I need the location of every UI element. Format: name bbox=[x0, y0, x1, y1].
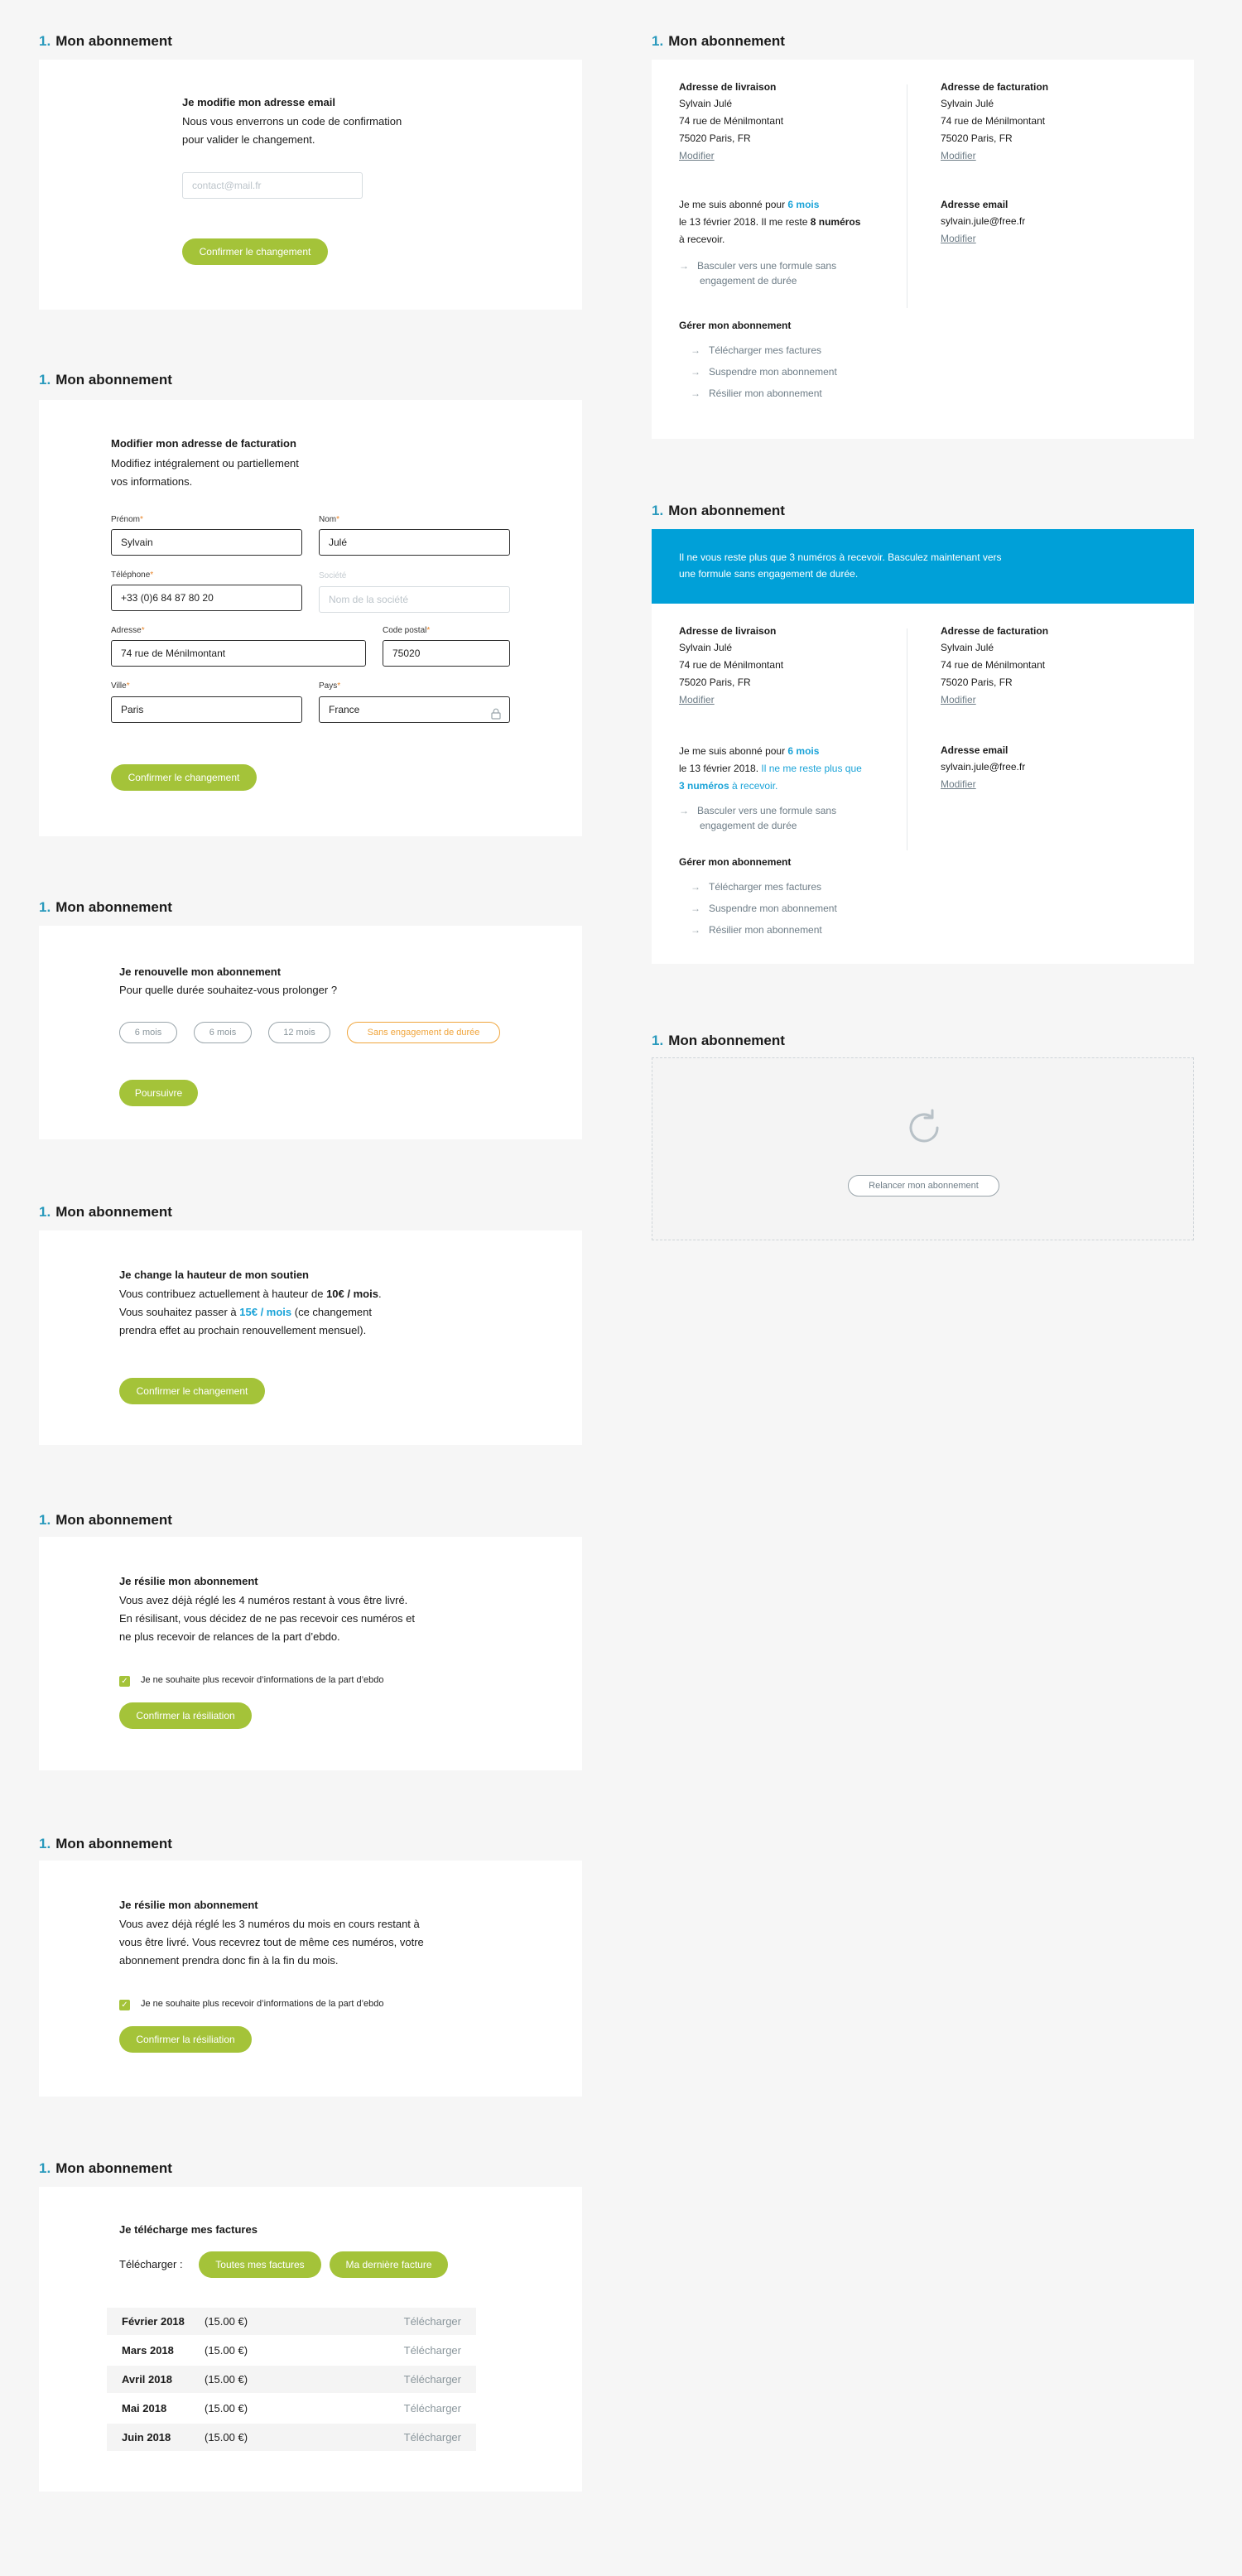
download-all-button[interactable]: Toutes mes factures bbox=[199, 2251, 321, 2278]
delivery-address: Adresse de livraison Sylvain Julé 74 rue de Ménilmontant 75020 Paris, FR Modifier bbox=[679, 625, 783, 709]
download-link[interactable]: Télécharger bbox=[403, 2373, 461, 2386]
download-link[interactable]: Télécharger bbox=[403, 2402, 461, 2415]
arrow-right-icon: → bbox=[691, 344, 700, 356]
overview-card bbox=[652, 60, 1194, 439]
email-info: Adresse email sylvain.jule@free.fr Modifier bbox=[941, 199, 1025, 248]
section-title: 1. Mon abonnement bbox=[652, 1033, 785, 1048]
email-heading: Je modifie mon adresse email bbox=[182, 96, 335, 108]
confirm-cancel-button[interactable]: Confirmer la résiliation bbox=[119, 1702, 252, 1729]
newsletter-checkbox-label: Je ne souhaite plus recevoir d’informations de la part d’ebdo bbox=[141, 1675, 384, 1685]
city-input[interactable]: Paris bbox=[111, 696, 302, 723]
company-label: Société bbox=[319, 571, 347, 580]
billing-form-card bbox=[39, 400, 582, 836]
table-row: Juin 2018 (15.00 €) Télécharger bbox=[107, 2424, 476, 2451]
address-label: Adresse* bbox=[111, 626, 145, 635]
billing-form-heading: Modifier mon adresse de facturation bbox=[111, 437, 296, 450]
section-title: 1. Mon abonnement bbox=[39, 33, 172, 49]
table-row: Février 2018 (15.00 €) Télécharger bbox=[107, 2308, 476, 2335]
section-title: 1. Mon abonnement bbox=[39, 1512, 172, 1528]
section-title: 1. Mon abonnement bbox=[39, 899, 172, 915]
cancel-heading: Je résilie mon abonnement bbox=[119, 1575, 258, 1587]
cancel-text: Vous avez déjà réglé les 4 numéros restant à vous être livré. En résilisant, vous décidez de ne pas recevoir ces numéros et ne plus recevoir de relances de la part d’ebdo. bbox=[119, 1594, 415, 1643]
switch-plan-link[interactable]: → Basculer vers une formule sans engagement de durée bbox=[679, 805, 837, 831]
table-row: Mars 2018 (15.00 €) Télécharger bbox=[107, 2337, 476, 2364]
renew-question: Pour quelle durée souhaitez-vous prolonger ? bbox=[119, 984, 338, 996]
lastname-label: Nom* bbox=[319, 515, 340, 524]
arrow-right-icon: → bbox=[679, 260, 689, 272]
support-heading: Je change la hauteur de mon soutien bbox=[119, 1269, 309, 1281]
alert-banner: Il ne vous reste plus que 3 numéros à recevoir. Basculez maintenant vers une formule sans engagement de durée. bbox=[652, 529, 1194, 604]
download-link[interactable]: Télécharger bbox=[403, 2315, 461, 2328]
download-last-button[interactable]: Ma dernière facture bbox=[330, 2251, 448, 2278]
overview-alert-card bbox=[652, 529, 1194, 964]
table-row: Avril 2018 (15.00 €) Télécharger bbox=[107, 2366, 476, 2393]
phone-label: Téléphone* bbox=[111, 571, 154, 580]
manage-heading: Gérer mon abonnement bbox=[679, 320, 792, 331]
download-label: Télécharger : bbox=[119, 2258, 183, 2270]
modify-email-link[interactable]: Modifier bbox=[941, 233, 976, 244]
relaunch-card bbox=[652, 1057, 1194, 1240]
renew-card bbox=[39, 926, 582, 1139]
section-title: 1. Mon abonnement bbox=[39, 2160, 172, 2176]
arrow-right-icon: → bbox=[691, 881, 700, 893]
newsletter-checkbox[interactable]: ✓ bbox=[119, 1676, 130, 1687]
email-info: Adresse email sylvain.jule@free.fr Modifier bbox=[941, 744, 1025, 793]
email-input[interactable]: contact@mail.fr bbox=[182, 172, 363, 199]
renew-heading: Je renouvelle mon abonnement bbox=[119, 965, 282, 978]
relaunch-button[interactable]: Relancer mon abonnement bbox=[848, 1175, 999, 1197]
confirm-support-button[interactable]: Confirmer le changement bbox=[119, 1378, 265, 1404]
manage-cancel-link[interactable]: → Résilier mon abonnement bbox=[691, 388, 822, 399]
country-value: France bbox=[329, 704, 360, 715]
section-title: 1. Mon abonnement bbox=[39, 1204, 172, 1220]
invoices-card bbox=[39, 2187, 582, 2492]
download-link[interactable]: Télécharger bbox=[403, 2344, 461, 2357]
firstname-label: Prénom* bbox=[111, 515, 143, 524]
country-select[interactable] bbox=[319, 696, 510, 723]
arrow-right-icon: → bbox=[691, 924, 700, 936]
manage-suspend-link[interactable]: → Suspendre mon abonnement bbox=[691, 366, 837, 378]
section-title: 1. Mon abonnement bbox=[652, 33, 785, 49]
arrow-right-icon: → bbox=[691, 388, 700, 399]
section-title: 1. Mon abonnement bbox=[39, 372, 172, 388]
billing-form-text: Modifiez intégralement ou partiellement vos informations. bbox=[111, 457, 299, 488]
newsletter-checkbox-label: Je ne souhaite plus recevoir d’informations de la part d’ebdo bbox=[141, 1999, 384, 2009]
company-input[interactable]: Nom de la société bbox=[319, 586, 510, 613]
subscription-info: Je me suis abonné pour 6 mois le 13 février 2018. Il ne me reste plus que 3 numéros à recevoir. bbox=[679, 745, 862, 792]
manage-cancel-link[interactable]: → Résilier mon abonnement bbox=[691, 924, 822, 936]
refresh-icon bbox=[903, 1106, 946, 1149]
zip-label: Code postal* bbox=[383, 626, 431, 635]
manage-heading: Gérer mon abonnement bbox=[679, 856, 792, 868]
option-sans-engagement[interactable]: Sans engagement de durée bbox=[347, 1022, 500, 1043]
section-title: 1. Mon abonnement bbox=[39, 1836, 172, 1851]
modify-delivery-link[interactable]: Modifier bbox=[679, 694, 715, 705]
firstname-input[interactable]: Sylvain bbox=[111, 529, 302, 556]
confirm-email-button[interactable]: Confirmer le changement bbox=[182, 238, 328, 265]
continue-button[interactable]: Poursuivre bbox=[119, 1080, 198, 1106]
delivery-address: Adresse de livraison Sylvain Julé 74 rue de Ménilmontant 75020 Paris, FR Modifier bbox=[679, 81, 783, 165]
cancel-card-1 bbox=[39, 1537, 582, 1770]
arrow-right-icon: → bbox=[691, 366, 700, 378]
manage-invoices-link[interactable]: → Télécharger mes factures bbox=[691, 344, 822, 356]
support-card bbox=[39, 1230, 582, 1445]
billing-address: Adresse de facturation Sylvain Julé 74 rue de Ménilmontant 75020 Paris, FR Modifier bbox=[941, 81, 1048, 165]
table-row: Mai 2018 (15.00 €) Télécharger bbox=[107, 2395, 476, 2422]
lastname-input[interactable]: Julé bbox=[319, 529, 510, 556]
option-12-mois[interactable]: 12 mois bbox=[268, 1022, 330, 1043]
cancel-text: Vous avez déjà réglé les 3 numéros du mois en cours restant à vous être livré. Vous recevrez tout de même ces numéros, votre abonnement prendra donc fin à la fin du mois. bbox=[119, 1918, 424, 1967]
confirm-cancel-button[interactable]: Confirmer la résiliation bbox=[119, 2026, 252, 2053]
section-title: 1. Mon abonnement bbox=[652, 503, 785, 518]
email-card bbox=[39, 60, 582, 310]
subscription-info: Je me suis abonné pour 6 mois le 13 février 2018. Il me reste 8 numéros à recevoir. bbox=[679, 199, 861, 245]
lock-icon bbox=[491, 704, 501, 715]
zip-input[interactable]: 75020 bbox=[383, 640, 510, 667]
arrow-right-icon: → bbox=[691, 903, 700, 914]
country-label: Pays* bbox=[319, 681, 341, 691]
cancel-card-2 bbox=[39, 1861, 582, 2097]
phone-input[interactable]: +33 (0)6 84 87 80 20 bbox=[111, 585, 302, 611]
invoices-heading: Je télécharge mes factures bbox=[119, 2223, 258, 2236]
modify-email-link[interactable]: Modifier bbox=[941, 778, 976, 790]
option-6-mois-b[interactable]: 6 mois bbox=[194, 1022, 252, 1043]
address-input[interactable]: 74 rue de Ménilmontant bbox=[111, 640, 366, 667]
billing-address: Adresse de facturation Sylvain Julé 74 rue de Ménilmontant 75020 Paris, FR Modifier bbox=[941, 625, 1048, 709]
download-link[interactable]: Télécharger bbox=[403, 2431, 461, 2444]
switch-plan-link[interactable]: → Basculer vers une formule sans engagement de durée bbox=[679, 260, 837, 286]
modify-billing-link[interactable]: Modifier bbox=[941, 694, 976, 705]
manage-suspend-link[interactable]: → Suspendre mon abonnement bbox=[691, 903, 837, 914]
support-text: Vous contribuez actuellement à hauteur de 10€ / mois. Vous souhaitez passer à 15€ / mois (ce changement prendra effet au prochain renouvellement mensuel). bbox=[119, 1288, 382, 1336]
confirm-billing-button[interactable]: Confirmer le changement bbox=[111, 764, 257, 791]
email-text: Nous vous enverrons un code de confirmation pour valider le changement. bbox=[182, 115, 402, 146]
modify-delivery-link[interactable]: Modifier bbox=[679, 150, 715, 161]
city-label: Ville* bbox=[111, 681, 130, 691]
cancel-heading: Je résilie mon abonnement bbox=[119, 1899, 258, 1911]
modify-billing-link[interactable]: Modifier bbox=[941, 150, 976, 161]
manage-invoices-link[interactable]: → Télécharger mes factures bbox=[691, 881, 822, 893]
option-6-mois-a[interactable]: 6 mois bbox=[119, 1022, 177, 1043]
newsletter-checkbox[interactable]: ✓ bbox=[119, 2000, 130, 2010]
arrow-right-icon: → bbox=[679, 805, 689, 816]
